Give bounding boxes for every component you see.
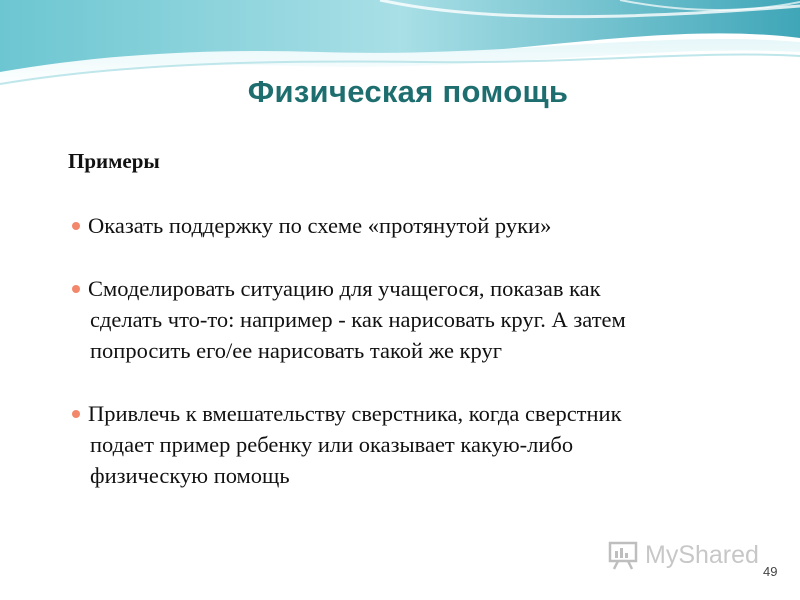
bullet-line: сделать что-то: например - как нарисовать круг. А затем <box>90 307 626 332</box>
bullet-dot-icon <box>72 285 80 293</box>
presentation-board-icon <box>607 539 639 571</box>
bullet-line: подает пример ребенку или оказывает какую-либо <box>90 432 574 457</box>
slide-title: Физическая помощь <box>247 74 569 109</box>
bullet-item <box>72 398 762 491</box>
bullet-line: Смоделировать ситуацию для учащегося, показав как <box>88 276 601 301</box>
bullet-list <box>72 210 762 491</box>
bullet-line: попросить его/ее нарисовать такой же круг <box>90 338 502 363</box>
bullet-item <box>72 273 762 366</box>
bullet-line: Оказать поддержку по схеме «протянутой руки» <box>88 213 552 238</box>
bullet-item <box>72 210 762 241</box>
page-number: 49 <box>763 564 778 579</box>
bullet-dot-icon <box>72 222 80 230</box>
slide-subtitle: Примеры <box>68 149 160 173</box>
watermark-text: MyShared <box>645 540 759 569</box>
watermark <box>607 537 767 573</box>
bullet-line: Привлечь к вмешательству сверстника, когда сверстник <box>88 401 622 426</box>
bullet-line: физическую помощь <box>90 463 290 488</box>
bullet-dot-icon <box>72 410 80 418</box>
